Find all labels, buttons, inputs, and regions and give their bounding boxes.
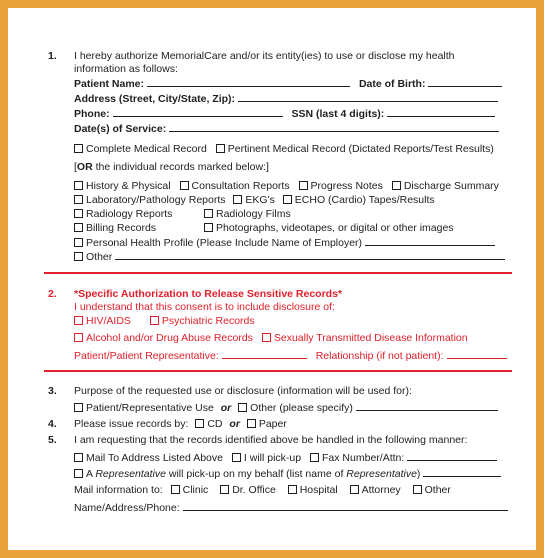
ekg-label: EKG's xyxy=(245,194,275,206)
progress-notes-checkbox[interactable] xyxy=(299,181,308,190)
relationship-field[interactable] xyxy=(447,349,507,359)
section-divider xyxy=(44,272,512,274)
or-individual-row xyxy=(74,161,500,174)
ssn-label: SSN (last 4 digits): xyxy=(291,108,385,120)
dob-field[interactable] xyxy=(428,77,502,87)
purpose-text: Purpose of the requested use or disclosure (information will be used for): xyxy=(74,385,412,397)
dates-of-service-row xyxy=(74,122,500,136)
consultation-label: Consultation Reports xyxy=(191,180,290,192)
mail-info-label: Mail information to: xyxy=(74,484,163,496)
cd-checkbox[interactable] xyxy=(195,419,204,428)
rep-text-mid: will pick-up on my behalf (list name of xyxy=(165,468,347,480)
issue-records-row xyxy=(74,418,500,431)
radiology-reports-label: Radiology Reports xyxy=(86,208,173,220)
or-word: or xyxy=(229,418,240,430)
handling-row-2 xyxy=(74,467,500,481)
photographs-checkbox[interactable] xyxy=(204,223,213,232)
phone-field[interactable] xyxy=(113,107,283,117)
record-scope-row xyxy=(74,143,500,156)
complete-record-checkbox[interactable] xyxy=(74,144,83,153)
hospital-checkbox[interactable] xyxy=(288,485,297,494)
history-label: History & Physical xyxy=(86,180,171,192)
authorization-text: I hereby authorize MemorialCare and/or its entity(ies) to use or disclose my health xyxy=(74,50,455,62)
authorization-text-cont: information as follows: xyxy=(74,63,178,75)
handling-row-1 xyxy=(74,451,500,465)
name-address-label: Name/Address/Phone: xyxy=(74,502,180,514)
other-purpose-checkbox[interactable] xyxy=(238,403,247,412)
discharge-checkbox[interactable] xyxy=(392,181,401,190)
sensitive-signature-row xyxy=(74,349,500,363)
history-checkbox[interactable] xyxy=(74,181,83,190)
section-number: 3. xyxy=(48,385,57,397)
section-number: 4. xyxy=(48,418,57,430)
other-record-checkbox[interactable] xyxy=(74,252,83,261)
section-number: 1. xyxy=(48,50,57,62)
records-row-1 xyxy=(74,180,500,193)
or-individual-text: the individual records marked below:] xyxy=(92,161,269,173)
address-row xyxy=(74,92,500,106)
relationship-label: Relationship (if not patient): xyxy=(315,350,444,362)
rep-text-end: ) xyxy=(416,468,421,480)
employer-field[interactable] xyxy=(365,236,495,246)
ssn-field[interactable] xyxy=(387,107,495,117)
section-number: 2. xyxy=(48,288,57,300)
authorization-form xyxy=(8,8,536,550)
purpose-options-row xyxy=(74,401,500,415)
alcohol-checkbox[interactable] xyxy=(74,333,83,342)
mail-above-label: Mail To Address Listed Above xyxy=(86,452,223,464)
address-field[interactable] xyxy=(238,92,498,102)
hiv-checkbox[interactable] xyxy=(74,316,83,325)
consultation-checkbox[interactable] xyxy=(180,181,189,190)
other-purpose-label: Other (please specify) xyxy=(250,402,353,414)
billing-label: Billing Records xyxy=(86,222,157,234)
name-address-field[interactable] xyxy=(183,501,508,511)
echo-label: ECHO (Cardio) Tapes/Results xyxy=(294,194,435,206)
billing-checkbox[interactable] xyxy=(74,223,83,232)
other-purpose-field[interactable] xyxy=(356,401,498,411)
paper-checkbox[interactable] xyxy=(247,419,256,428)
rep-text-a: A xyxy=(86,468,96,480)
records-row-4 xyxy=(74,222,500,235)
patient-use-checkbox[interactable] xyxy=(74,403,83,412)
psych-checkbox[interactable] xyxy=(150,316,159,325)
ekg-checkbox[interactable] xyxy=(233,195,242,204)
patient-rep-field[interactable] xyxy=(222,349,307,359)
attorney-checkbox[interactable] xyxy=(350,485,359,494)
radiology-reports-checkbox[interactable] xyxy=(74,209,83,218)
std-label: Sexually Transmitted Disease Information xyxy=(273,332,468,344)
mail-info-row xyxy=(74,484,500,497)
sensitive-row-1 xyxy=(74,315,500,328)
fax-field[interactable] xyxy=(407,451,497,461)
sensitive-consent-text: I understand that this consent is to include disclosure of: xyxy=(74,301,335,313)
rep-text-italic-2: Representative xyxy=(346,468,417,480)
or-word: OR xyxy=(76,161,93,173)
clinic-checkbox[interactable] xyxy=(171,485,180,494)
records-row-6 xyxy=(74,250,500,264)
pickup-checkbox[interactable] xyxy=(232,453,241,462)
dob-label: Date of Birth: xyxy=(358,78,426,90)
pickup-label: I will pick-up xyxy=(243,452,302,464)
cd-label: CD xyxy=(207,418,223,430)
mail-above-checkbox[interactable] xyxy=(74,453,83,462)
fax-checkbox[interactable] xyxy=(310,453,319,462)
lab-label: Laboratory/Pathology Reports xyxy=(86,194,226,206)
patient-rep-label: Patient/Patient Representative: xyxy=(74,350,219,362)
other-recipient-label: Other xyxy=(424,484,451,496)
records-row-3 xyxy=(74,208,500,221)
section-number: 5. xyxy=(48,434,57,446)
handling-text: I am requesting that the records identified above be handled in the following manner: xyxy=(74,434,468,446)
dr-office-checkbox[interactable] xyxy=(220,485,229,494)
name-address-row xyxy=(74,501,500,515)
other-record-field[interactable] xyxy=(115,250,505,260)
dates-of-service-label: Date(s) of Service: xyxy=(74,123,167,135)
std-checkbox[interactable] xyxy=(262,333,271,342)
radiology-films-checkbox[interactable] xyxy=(204,209,213,218)
photographs-label: Photographs, videotapes, or digital or other images xyxy=(216,222,454,234)
sensitive-records-title: *Specific Authorization to Release Sensitive Records* xyxy=(74,288,343,300)
patient-use-label: Patient/Representative Use xyxy=(86,402,214,414)
pertinent-record-checkbox[interactable] xyxy=(216,144,225,153)
hospital-label: Hospital xyxy=(299,484,338,496)
representative-checkbox[interactable] xyxy=(74,469,83,478)
pertinent-record-label: Pertinent Medical Record (Dictated Reports/Test Results) xyxy=(227,143,494,155)
phone-row xyxy=(74,107,500,121)
or-bracket: [ xyxy=(74,161,77,173)
issue-records-label: Please issue records by: xyxy=(74,418,189,430)
attorney-label: Attorney xyxy=(361,484,401,496)
personal-health-checkbox[interactable] xyxy=(74,238,83,247)
other-record-label: Other xyxy=(86,251,113,263)
other-recipient-checkbox[interactable] xyxy=(413,485,422,494)
clinic-label: Clinic xyxy=(182,484,209,496)
rep-text-italic: Representative xyxy=(95,468,166,480)
psych-label: Psychiatric Records xyxy=(161,315,255,327)
dr-office-label: Dr. Office xyxy=(232,484,276,496)
representative-name-field[interactable] xyxy=(423,467,501,477)
patient-name-row xyxy=(74,77,500,91)
address-label: Address (Street, City/State, Zip): xyxy=(74,93,236,105)
section-divider xyxy=(44,370,512,372)
paper-label: Paper xyxy=(258,418,287,430)
echo-checkbox[interactable] xyxy=(283,195,292,204)
lab-checkbox[interactable] xyxy=(74,195,83,204)
fax-label: Fax Number/Attn: xyxy=(322,452,405,464)
personal-health-label: Personal Health Profile (Please Include Name of Employer) xyxy=(86,237,363,249)
patient-name-label: Patient Name: xyxy=(74,78,145,90)
progress-notes-label: Progress Notes xyxy=(310,180,383,192)
hiv-label: HIV/AIDS xyxy=(86,315,131,327)
dates-of-service-field[interactable] xyxy=(169,122,499,132)
records-row-2 xyxy=(74,194,500,207)
records-row-5 xyxy=(74,236,500,250)
or-word: or xyxy=(220,402,232,414)
sensitive-row-2 xyxy=(74,332,500,345)
discharge-label: Discharge Summary xyxy=(403,180,499,192)
complete-record-label: Complete Medical Record xyxy=(86,143,207,155)
patient-name-field[interactable] xyxy=(147,77,350,87)
radiology-films-label: Radiology Films xyxy=(216,208,291,220)
alcohol-label: Alcohol and/or Drug Abuse Records xyxy=(86,332,253,344)
phone-label: Phone: xyxy=(74,108,110,120)
